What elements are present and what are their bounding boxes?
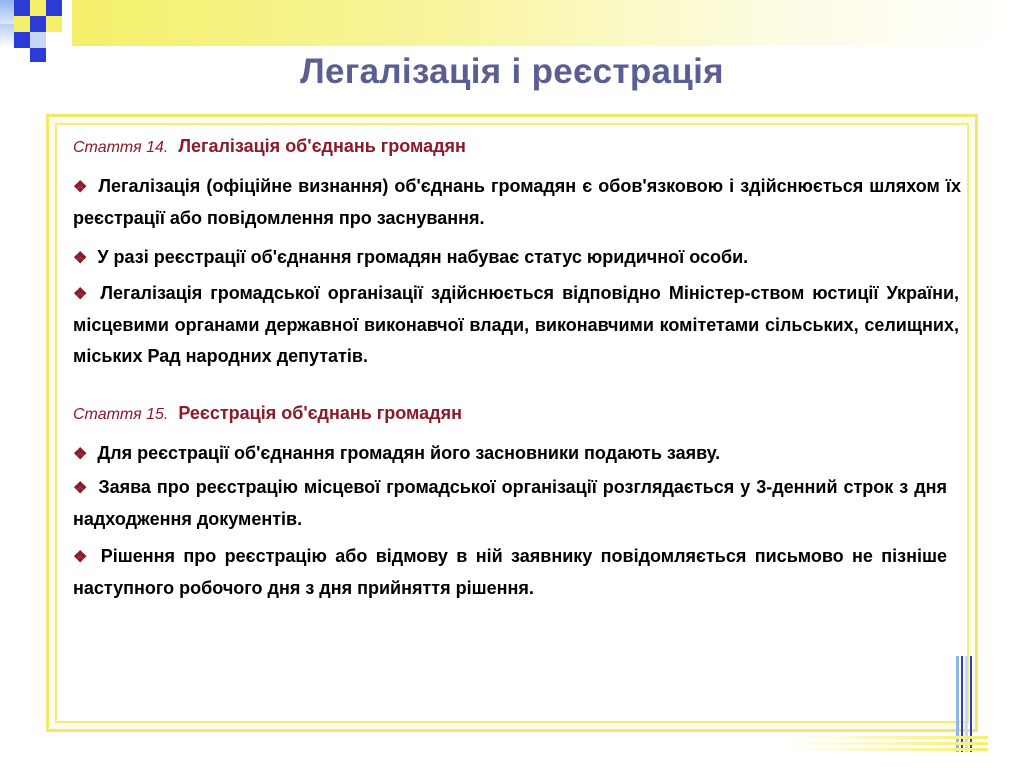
paragraph-legalization	[73, 171, 961, 234]
corner-square-yellow-3	[46, 16, 62, 32]
paragraph-text: Заява про реєстрацію місцевої громадської організації розглядається у 3-денний строк з дня надходження документів.	[73, 477, 947, 529]
article-14-heading	[73, 135, 961, 159]
yellow-stripe-3	[788, 748, 988, 751]
corner-square-blue-3	[30, 16, 46, 32]
yellow-stripe-1	[788, 736, 988, 739]
corner-square-blue-4	[14, 32, 30, 48]
paragraph-registration-status	[73, 242, 961, 274]
content-body	[73, 135, 961, 604]
yellow-stripe-2	[788, 742, 988, 745]
content-frame	[46, 114, 978, 732]
article-15-title: Реєстрація об'єднань громадян	[178, 403, 462, 423]
bullet-icon: ❖	[73, 480, 89, 497]
top-decorative-bar	[72, 0, 1024, 46]
bullet-icon: ❖	[73, 179, 89, 196]
paragraph-decision-notice	[73, 541, 961, 604]
article-15-number: Стаття 15.	[73, 406, 169, 423]
article-14-title: Легалізація об'єднань громадян	[178, 136, 466, 156]
paragraph-text: Легалізація (офіційне визнання) об'єднань громадян є обов'язковою і здійснюється шляхом їх реєстрації або повідомлення про заснування.	[73, 176, 962, 228]
bullet-icon: ❖	[73, 286, 91, 303]
bullet-icon: ❖	[73, 250, 88, 267]
paragraph-text: У разі реєстрації об'єднання громадян набуває статус юридичної особи.	[97, 247, 749, 267]
paragraph-review-term	[73, 472, 961, 535]
corner-square-light-3	[30, 32, 46, 48]
bullet-icon: ❖	[73, 549, 91, 566]
article-14-number: Стаття 14.	[73, 139, 169, 156]
article-15-heading	[73, 402, 961, 426]
corner-square-blue-2	[46, 0, 62, 16]
paragraph-application	[73, 438, 961, 470]
corner-square-light-1	[0, 0, 14, 24]
corner-square-light-2	[0, 24, 14, 48]
corner-square-yellow-1	[30, 0, 46, 16]
paragraph-text: Для реєстрації об'єднання громадян його засновники подають заяву.	[97, 443, 721, 463]
paragraph-legalization-authority	[73, 278, 961, 372]
content-frame-inner	[55, 123, 969, 723]
paragraph-text: Рішення про реєстрацію або відмову в ній заявнику повідомляється письмово не пізніше наступного робочого дня з дня прийняття рішення.	[73, 546, 948, 598]
corner-square-blue-1	[14, 0, 30, 16]
bottom-yellow-stripes	[788, 736, 988, 752]
corner-square-yellow-2	[14, 16, 30, 32]
paragraph-text: Легалізація громадської організації здійснюється відповідно Міністер-ством юстиції України, місцевими органами державної виконавчої влади, виконавчими комітетами сільських, селищних, міських Рад народних депутатів.	[73, 283, 960, 366]
bullet-icon: ❖	[73, 446, 88, 463]
page-title: Легалізація і реєстрація	[300, 52, 724, 91]
